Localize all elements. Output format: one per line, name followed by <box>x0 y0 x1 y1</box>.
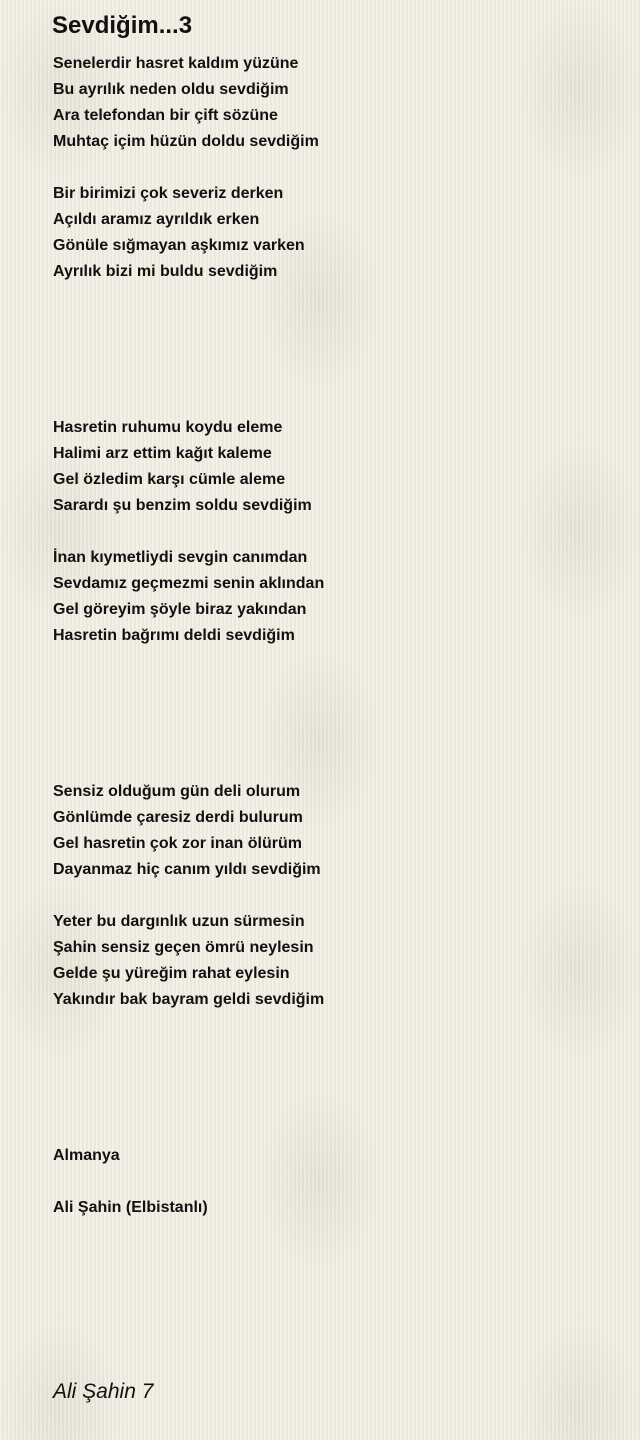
poem-line: Dayanmaz hiç canım yıldı sevdiğim <box>53 861 321 878</box>
poem-line: Sarardı şu benzim soldu sevdiğim <box>53 497 312 514</box>
poem-line: Açıldı aramız ayrıldık erken <box>53 211 260 228</box>
poem-line: Gönüle sığmayan aşkımız varken <box>53 237 305 254</box>
poem-line: Bu ayrılık neden oldu sevdiğim <box>53 81 289 98</box>
poem-line: Gelde şu yüreğim rahat eylesin <box>53 965 290 982</box>
poem-footer <box>53 1143 613 1221</box>
poem-line: Yeter bu dargınlık uzun sürmesin <box>53 913 305 930</box>
stanza-2 <box>53 181 613 285</box>
stanza-spacer <box>53 519 613 545</box>
section-spacer <box>53 285 613 415</box>
footer-spacer <box>53 1169 613 1195</box>
section-spacer <box>53 649 613 779</box>
poem-line: Gönlümde çaresiz derdi bulurum <box>53 809 303 826</box>
poem-line: Gel göreyim şöyle biraz yakından <box>53 601 307 618</box>
poem-line: Muhtaç içim hüzün doldu sevdiğim <box>53 133 319 150</box>
poem-line: Gel hasretin çok zor inan ölürüm <box>53 835 302 852</box>
poem-line: Şahin sensiz geçen ömrü neylesin <box>53 939 314 956</box>
poem-line: Hasretin ruhumu koydu eleme <box>53 419 283 436</box>
stanza-4 <box>53 545 613 649</box>
poem-location: Almanya <box>53 1147 120 1164</box>
stanza-spacer <box>53 883 613 909</box>
stanza-5 <box>53 779 613 883</box>
stanza-6 <box>53 909 613 1013</box>
poem-line: Ayrılık bizi mi buldu sevdiğim <box>53 263 278 280</box>
poem-line: Bir birimizi çok severiz derken <box>53 185 284 202</box>
poem-line: Senelerdir hasret kaldım yüzüne <box>53 55 299 72</box>
poem-line: Hasretin bağrımı deldi sevdiğim <box>53 627 295 644</box>
stanza-1 <box>53 51 613 155</box>
section-spacer <box>53 1013 613 1143</box>
poem-line: Gel özledim karşı cümle aleme <box>53 471 286 488</box>
poem-body <box>53 51 613 1221</box>
poem-line: Sevdamız geçmezmi senin aklından <box>53 575 325 592</box>
poem-line: Halimi arz ettim kağıt kaleme <box>53 445 272 462</box>
poem-line: Ara telefondan bir çift sözüne <box>53 107 278 124</box>
poem-author: Ali Şahin (Elbistanlı) <box>53 1199 208 1216</box>
poem-line: Sensiz olduğum gün deli olurum <box>53 783 301 800</box>
poem-line: Yakındır bak bayram geldi sevdiğim <box>53 991 325 1008</box>
author-signature: Ali Şahin 7 <box>53 1380 154 1403</box>
stanza-3 <box>53 415 613 519</box>
poem-title: Sevdiğim...3 <box>52 12 193 39</box>
stanza-spacer <box>53 155 613 181</box>
poem-line: İnan kıymetliydi sevgin canımdan <box>53 549 308 566</box>
